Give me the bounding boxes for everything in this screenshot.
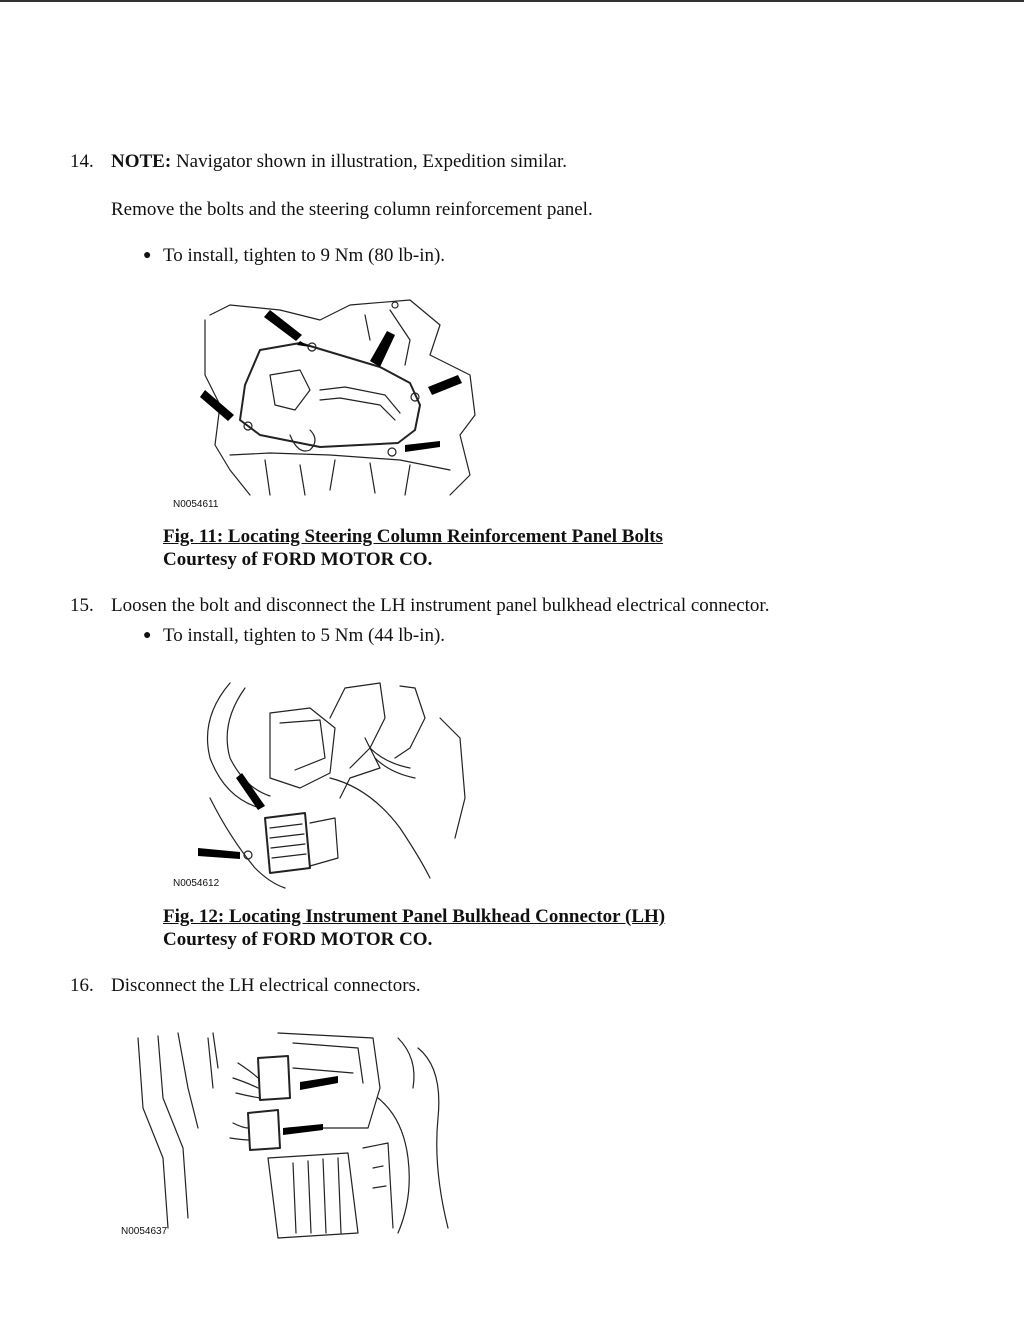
- note-text: Navigator shown in illustration, Expedition similar.: [171, 151, 567, 172]
- bolt-arrow-4: [200, 390, 234, 421]
- figure-16-code: N0054637: [121, 1226, 168, 1237]
- step-15-instruction: Loosen the bolt and disconnect the LH instrument panel bulkhead electrical connector.: [111, 595, 770, 616]
- step-14-note: [111, 151, 567, 173]
- note-label: NOTE:: [111, 151, 172, 172]
- bolt-arrow-3: [428, 375, 462, 395]
- figure-12-illustration: [170, 678, 470, 893]
- figure-11-courtesy: Courtesy of FORD MOTOR CO.: [163, 549, 433, 570]
- figure-12-code: N0054612: [173, 878, 220, 889]
- bolt-arrow-2: [370, 331, 395, 367]
- top-rule: [0, 0, 1024, 2]
- step-14-instruction: Remove the bolts and the steering column reinforcement panel.: [111, 199, 593, 220]
- step-15-number: 15.: [70, 595, 94, 616]
- step-15-bullet: To install, tighten to 5 Nm (44 lb-in).: [163, 625, 446, 646]
- bullet-icon: ●: [143, 248, 152, 263]
- figure-12-title: Fig. 12: Locating Instrument Panel Bulkhead Connector (LH): [163, 906, 666, 927]
- connector-arrow-upper: [300, 1076, 338, 1090]
- figure-12-courtesy: Courtesy of FORD MOTOR CO.: [163, 929, 433, 950]
- figure-12-caption: [163, 905, 665, 928]
- figure-11-title: Fig. 11: Locating Steering Column Reinforcement Panel Bolts: [163, 526, 663, 547]
- figure-11-code: N0054611: [173, 499, 219, 510]
- connector-arrow-2: [198, 848, 240, 859]
- figure-11-caption: [163, 525, 663, 548]
- step-14-number: 14.: [70, 151, 94, 172]
- bullet-icon: ●: [143, 628, 152, 643]
- connector-arrow-lower: [283, 1124, 323, 1135]
- step-14-bullet: To install, tighten to 9 Nm (80 lb-in).: [163, 245, 446, 266]
- figure-16-illustration: [118, 1028, 453, 1243]
- figure-11-illustration: [170, 295, 485, 515]
- step-16-number: 16.: [70, 975, 94, 996]
- step-16-instruction: Disconnect the LH electrical connectors.: [111, 975, 421, 996]
- bolt-arrow-1-head: [297, 341, 310, 347]
- bolt-arrow-5: [405, 441, 440, 452]
